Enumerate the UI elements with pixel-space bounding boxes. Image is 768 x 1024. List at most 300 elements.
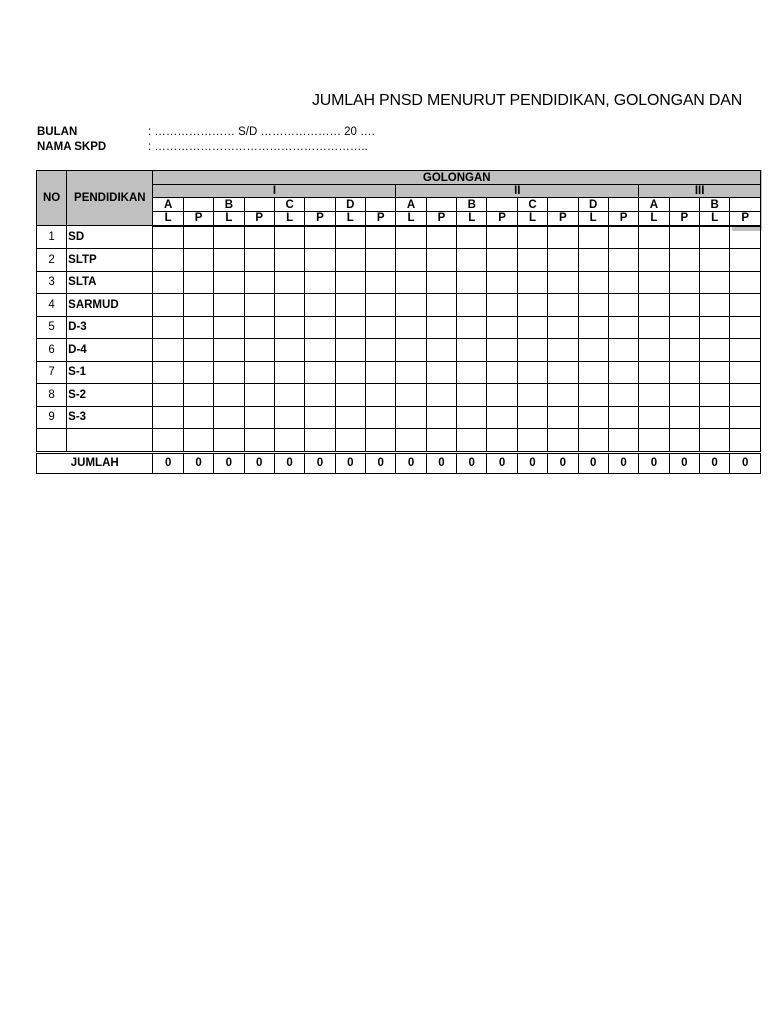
data-cell[interactable] [730, 271, 761, 294]
data-cell[interactable] [153, 226, 183, 249]
data-cell[interactable] [426, 361, 456, 384]
data-cell[interactable] [426, 249, 456, 272]
data-cell[interactable] [426, 384, 456, 407]
header-gender-p: P [183, 212, 213, 226]
data-cell[interactable] [669, 226, 699, 249]
header-gender-p: P [305, 212, 335, 226]
data-cell[interactable] [396, 226, 426, 249]
header-row-group [37, 171, 761, 185]
data-cell[interactable] [153, 429, 183, 453]
data-cell[interactable] [548, 339, 578, 362]
data-cell[interactable] [487, 294, 517, 317]
data-cell[interactable] [730, 384, 761, 407]
data-cell[interactable] [548, 384, 578, 407]
data-cell[interactable] [487, 316, 517, 339]
header-gender-l: L [578, 212, 608, 226]
data-cell[interactable] [426, 294, 456, 317]
total-value: 0 [183, 452, 213, 473]
data-cell[interactable] [487, 226, 517, 249]
row-number: 4 [37, 294, 67, 317]
data-cell[interactable] [457, 406, 487, 429]
data-cell[interactable] [730, 226, 761, 249]
table-row [37, 406, 761, 429]
data-cell[interactable] [578, 271, 608, 294]
data-cell[interactable] [639, 226, 669, 249]
table-row [37, 294, 761, 317]
data-cell[interactable] [396, 339, 426, 362]
data-cell[interactable] [244, 249, 274, 272]
header-grade-1-a: A [153, 198, 183, 212]
data-cell[interactable] [214, 361, 244, 384]
data-cell[interactable] [183, 226, 213, 249]
header-grade-blank [366, 198, 396, 212]
data-cell[interactable] [214, 271, 244, 294]
header-grade-2-c: C [517, 198, 547, 212]
data-cell[interactable] [214, 249, 244, 272]
data-cell[interactable] [517, 406, 547, 429]
data-cell[interactable] [578, 294, 608, 317]
data-cell[interactable] [730, 361, 761, 384]
document-title: JUMLAH PNSD MENURUT PENDIDIKAN, GOLONGAN DAN [312, 92, 743, 109]
data-cell[interactable] [517, 384, 547, 407]
data-cell[interactable] [639, 271, 669, 294]
data-cell[interactable] [730, 294, 761, 317]
header-grade-blank [244, 198, 274, 212]
data-cell[interactable] [578, 249, 608, 272]
data-cell[interactable] [274, 271, 304, 294]
data-cell[interactable] [487, 271, 517, 294]
data-cell[interactable] [639, 294, 669, 317]
header-gender-l: L [335, 212, 365, 226]
data-cell[interactable] [457, 384, 487, 407]
header-gender-l: L [153, 212, 183, 226]
data-cell[interactable] [183, 294, 213, 317]
total-value: 0 [366, 452, 396, 473]
data-cell[interactable] [244, 271, 274, 294]
header-grade-1-d: D [335, 198, 365, 212]
data-cell[interactable] [244, 429, 274, 453]
data-cell[interactable] [274, 406, 304, 429]
data-cell[interactable] [487, 339, 517, 362]
header-grade-blank [487, 198, 517, 212]
header-grade-blank [548, 198, 578, 212]
data-cell[interactable] [608, 271, 638, 294]
header-pendidikan: PENDIDIKAN [67, 171, 153, 226]
data-cell[interactable] [548, 316, 578, 339]
row-number: 7 [37, 361, 67, 384]
data-cell[interactable] [608, 226, 638, 249]
data-cell[interactable] [305, 271, 335, 294]
row-pendidikan: S-3 [67, 406, 153, 429]
data-cell[interactable] [699, 384, 729, 407]
data-cell[interactable] [608, 406, 638, 429]
data-cell[interactable] [244, 226, 274, 249]
row-number: 6 [37, 339, 67, 362]
data-cell[interactable] [153, 384, 183, 407]
data-cell[interactable] [305, 406, 335, 429]
data-cell[interactable] [669, 384, 699, 407]
data-cell[interactable] [214, 316, 244, 339]
data-cell[interactable] [639, 339, 669, 362]
header-golongan-3: III [639, 185, 761, 198]
data-cell[interactable] [578, 361, 608, 384]
data-cell[interactable] [699, 316, 729, 339]
table-viewport [36, 170, 749, 480]
data-cell[interactable] [669, 249, 699, 272]
data-cell[interactable] [669, 294, 699, 317]
total-value: 0 [578, 452, 608, 473]
data-cell[interactable] [214, 429, 244, 453]
data-cell[interactable] [608, 429, 638, 453]
data-cell[interactable] [274, 249, 304, 272]
header-grade-2-a: A [396, 198, 426, 212]
data-cell[interactable] [335, 339, 365, 362]
data-cell[interactable] [639, 316, 669, 339]
data-cell[interactable] [335, 384, 365, 407]
data-cell[interactable] [426, 316, 456, 339]
data-cell[interactable] [183, 361, 213, 384]
data-cell[interactable] [274, 316, 304, 339]
data-cell[interactable] [669, 271, 699, 294]
header-gender-l: L [699, 212, 729, 226]
row-number: 8 [37, 384, 67, 407]
data-cell[interactable] [578, 384, 608, 407]
data-cell[interactable] [426, 429, 456, 453]
data-cell[interactable] [548, 249, 578, 272]
bulan-value: : ………………… S/D ………………… 20 …. [148, 126, 375, 138]
total-value: 0 [608, 452, 638, 473]
header-gender-l: L [517, 212, 547, 226]
data-cell[interactable] [305, 294, 335, 317]
header-golongan-2: II [396, 185, 639, 198]
data-cell[interactable] [517, 339, 547, 362]
data-cell[interactable] [244, 339, 274, 362]
data-cell[interactable] [457, 429, 487, 453]
data-cell[interactable] [517, 271, 547, 294]
header-gender-l: L [639, 212, 669, 226]
table-row [37, 316, 761, 339]
total-value: 0 [487, 452, 517, 473]
data-cell[interactable] [396, 294, 426, 317]
total-value: 0 [548, 452, 578, 473]
education-table [36, 170, 761, 474]
data-cell[interactable] [305, 339, 335, 362]
header-grade-blank [608, 198, 638, 212]
table-row [37, 249, 761, 272]
data-cell[interactable] [487, 429, 517, 453]
data-cell[interactable] [274, 226, 304, 249]
row-pendidikan: S-2 [67, 384, 153, 407]
row-pendidikan: S-1 [67, 361, 153, 384]
data-cell[interactable] [669, 316, 699, 339]
data-cell[interactable] [608, 249, 638, 272]
total-value: 0 [214, 452, 244, 473]
data-cell[interactable] [426, 406, 456, 429]
data-cell[interactable] [335, 316, 365, 339]
total-value: 0 [517, 452, 547, 473]
data-cell[interactable] [183, 339, 213, 362]
header-gender-l: L [457, 212, 487, 226]
data-cell[interactable] [548, 271, 578, 294]
total-value: 0 [639, 452, 669, 473]
data-cell[interactable] [517, 316, 547, 339]
data-cell[interactable] [305, 429, 335, 453]
data-cell[interactable] [548, 406, 578, 429]
row-number: 5 [37, 316, 67, 339]
data-cell[interactable] [335, 429, 365, 453]
data-cell[interactable] [366, 294, 396, 317]
row-number [37, 429, 67, 453]
header-grade-1-b: B [214, 198, 244, 212]
data-cell[interactable] [305, 226, 335, 249]
data-cell[interactable] [274, 361, 304, 384]
total-value: 0 [396, 452, 426, 473]
data-cell[interactable] [335, 249, 365, 272]
data-cell[interactable] [578, 406, 608, 429]
total-row [37, 452, 761, 473]
data-cell[interactable] [153, 249, 183, 272]
data-cell[interactable] [608, 339, 638, 362]
data-cell[interactable] [396, 429, 426, 453]
data-cell[interactable] [153, 361, 183, 384]
data-cell[interactable] [457, 361, 487, 384]
header-grade-blank [305, 198, 335, 212]
table-row [37, 429, 761, 453]
data-cell[interactable] [578, 339, 608, 362]
data-cell[interactable] [214, 406, 244, 429]
data-cell[interactable] [366, 339, 396, 362]
data-cell[interactable] [153, 406, 183, 429]
data-cell[interactable] [366, 429, 396, 453]
data-cell[interactable] [578, 226, 608, 249]
data-cell[interactable] [153, 339, 183, 362]
data-cell[interactable] [396, 249, 426, 272]
data-cell[interactable] [578, 316, 608, 339]
data-cell[interactable] [699, 406, 729, 429]
data-cell[interactable] [578, 429, 608, 453]
data-cell[interactable] [608, 384, 638, 407]
data-cell[interactable] [730, 339, 761, 362]
row-number: 9 [37, 406, 67, 429]
header-grade-blank [730, 198, 761, 212]
data-cell[interactable] [335, 271, 365, 294]
data-cell[interactable] [608, 361, 638, 384]
data-cell[interactable] [517, 429, 547, 453]
data-cell[interactable] [608, 316, 638, 339]
data-cell[interactable] [457, 226, 487, 249]
skpd-value: : ……………………………………………….. [148, 141, 368, 153]
header-grade-2-d: D [578, 198, 608, 212]
data-cell[interactable] [214, 384, 244, 407]
header-no: NO [37, 171, 67, 226]
data-cell[interactable] [183, 384, 213, 407]
row-number: 3 [37, 271, 67, 294]
data-cell[interactable] [487, 249, 517, 272]
total-value: 0 [730, 452, 761, 473]
header-gender-p: P [426, 212, 456, 226]
data-cell[interactable] [730, 406, 761, 429]
bulan-label: BULAN [37, 126, 78, 138]
data-cell[interactable] [426, 339, 456, 362]
total-label: JUMLAH [37, 452, 153, 473]
data-cell[interactable] [548, 226, 578, 249]
table-row [37, 384, 761, 407]
data-cell[interactable] [699, 429, 729, 453]
data-cell[interactable] [366, 406, 396, 429]
data-cell[interactable] [669, 361, 699, 384]
data-cell[interactable] [639, 361, 669, 384]
data-cell[interactable] [639, 249, 669, 272]
row-pendidikan: SD [67, 226, 153, 249]
header-gender-p: P [244, 212, 274, 226]
data-cell[interactable] [548, 294, 578, 317]
data-cell[interactable] [608, 294, 638, 317]
data-cell[interactable] [244, 294, 274, 317]
data-cell[interactable] [699, 249, 729, 272]
data-cell[interactable] [639, 384, 669, 407]
data-cell[interactable] [457, 294, 487, 317]
data-cell[interactable] [548, 429, 578, 453]
data-cell[interactable] [699, 339, 729, 362]
data-cell[interactable] [669, 406, 699, 429]
data-cell[interactable] [396, 271, 426, 294]
data-cell[interactable] [183, 249, 213, 272]
data-cell[interactable] [183, 316, 213, 339]
data-cell[interactable] [487, 361, 517, 384]
header-gender-p: P [366, 212, 396, 226]
data-cell[interactable] [214, 339, 244, 362]
data-cell[interactable] [699, 361, 729, 384]
data-cell[interactable] [517, 249, 547, 272]
total-value: 0 [274, 452, 304, 473]
header-grade-1-c: C [274, 198, 304, 212]
table-row [37, 226, 761, 249]
data-cell[interactable] [183, 271, 213, 294]
data-cell[interactable] [396, 361, 426, 384]
data-cell[interactable] [366, 249, 396, 272]
data-cell[interactable] [457, 271, 487, 294]
data-cell[interactable] [274, 339, 304, 362]
total-value: 0 [457, 452, 487, 473]
row-pendidikan [67, 429, 153, 453]
row-pendidikan: SLTP [67, 249, 153, 272]
data-cell[interactable] [274, 384, 304, 407]
data-cell[interactable] [639, 429, 669, 453]
row-pendidikan: D-3 [67, 316, 153, 339]
data-cell[interactable] [517, 361, 547, 384]
table-row [37, 339, 761, 362]
table-row [37, 271, 761, 294]
data-cell[interactable] [457, 316, 487, 339]
data-cell[interactable] [457, 249, 487, 272]
data-cell[interactable] [153, 271, 183, 294]
data-cell[interactable] [669, 339, 699, 362]
header-gender-p: P [548, 212, 578, 226]
data-cell[interactable] [396, 384, 426, 407]
header-gender-p: P [608, 212, 638, 226]
data-cell[interactable] [426, 226, 456, 249]
row-number: 2 [37, 249, 67, 272]
skpd-label: NAMA SKPD [37, 141, 107, 153]
data-cell[interactable] [153, 316, 183, 339]
table-row [37, 361, 761, 384]
row-pendidikan: SARMUD [67, 294, 153, 317]
data-cell[interactable] [274, 294, 304, 317]
data-cell[interactable] [396, 406, 426, 429]
header-grade-2-b: B [457, 198, 487, 212]
data-cell[interactable] [244, 406, 274, 429]
data-cell[interactable] [517, 226, 547, 249]
data-cell[interactable] [366, 226, 396, 249]
data-cell[interactable] [487, 406, 517, 429]
total-value: 0 [669, 452, 699, 473]
data-cell[interactable] [699, 294, 729, 317]
data-cell[interactable] [153, 294, 183, 317]
data-cell[interactable] [305, 384, 335, 407]
header-grade-3-b: B [699, 198, 729, 212]
data-cell[interactable] [730, 249, 761, 272]
header-grade-3-a: A [639, 198, 669, 212]
data-cell[interactable] [335, 361, 365, 384]
data-cell[interactable] [517, 294, 547, 317]
header-gender-p: P [730, 212, 761, 226]
data-cell[interactable] [487, 384, 517, 407]
data-cell[interactable] [548, 361, 578, 384]
data-cell[interactable] [335, 226, 365, 249]
data-cell[interactable] [366, 361, 396, 384]
data-cell[interactable] [214, 226, 244, 249]
data-cell[interactable] [730, 316, 761, 339]
data-cell[interactable] [244, 316, 274, 339]
row-number: 1 [37, 226, 67, 249]
data-cell[interactable] [366, 384, 396, 407]
data-cell[interactable] [274, 429, 304, 453]
data-cell[interactable] [183, 429, 213, 453]
header-golongan-1: I [153, 185, 396, 198]
header-gender-p: P [669, 212, 699, 226]
data-cell[interactable] [366, 271, 396, 294]
data-cell[interactable] [669, 429, 699, 453]
data-cell[interactable] [214, 294, 244, 317]
data-cell[interactable] [639, 406, 669, 429]
data-cell[interactable] [699, 271, 729, 294]
header-grade-blank [426, 198, 456, 212]
header-gender-l: L [274, 212, 304, 226]
data-cell[interactable] [699, 226, 729, 249]
data-cell[interactable] [305, 316, 335, 339]
data-cell[interactable] [244, 384, 274, 407]
data-cell[interactable] [730, 429, 761, 453]
data-cell[interactable] [457, 339, 487, 362]
data-cell[interactable] [366, 316, 396, 339]
total-value: 0 [335, 452, 365, 473]
data-cell[interactable] [426, 271, 456, 294]
data-cell[interactable] [305, 249, 335, 272]
data-cell[interactable] [244, 361, 274, 384]
data-cell[interactable] [335, 294, 365, 317]
header-grade-blank [183, 198, 213, 212]
total-value: 0 [244, 452, 274, 473]
data-cell[interactable] [305, 361, 335, 384]
data-cell[interactable] [335, 406, 365, 429]
total-value: 0 [305, 452, 335, 473]
row-pendidikan: SLTA [67, 271, 153, 294]
total-value: 0 [426, 452, 456, 473]
data-cell[interactable] [183, 406, 213, 429]
data-cell[interactable] [396, 316, 426, 339]
row-pendidikan: D-4 [67, 339, 153, 362]
header-gender-l: L [214, 212, 244, 226]
